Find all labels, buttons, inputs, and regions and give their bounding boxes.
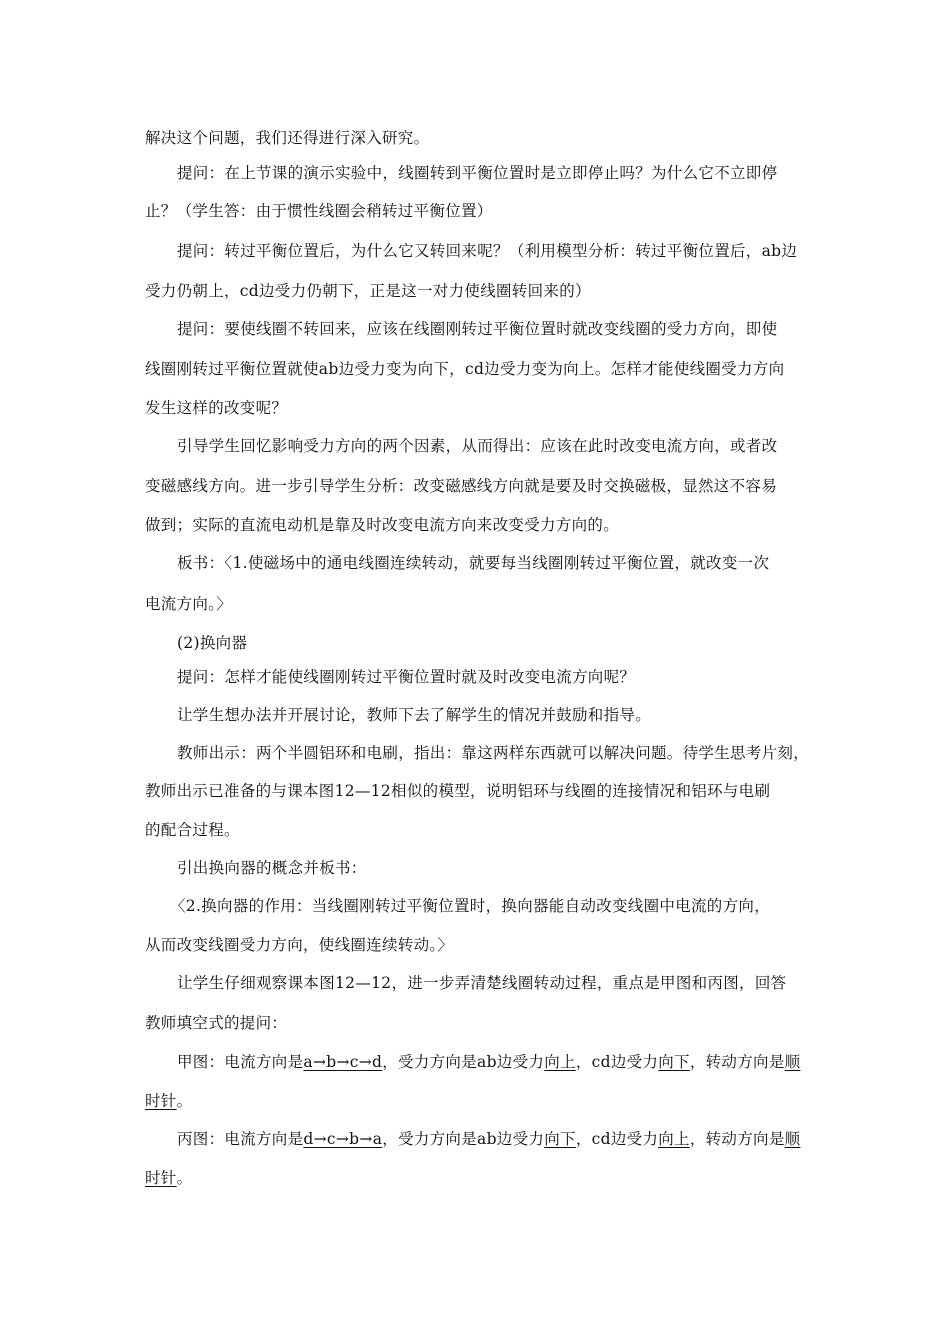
text-line: 发生这样的改变呢？: [145, 399, 288, 417]
text-line: 教师出示已准备的与课本图12—12相似的模型，说明铝环与线圈的连接情况和铝环与电刷: [145, 782, 771, 800]
bing-end: 。: [176, 1169, 193, 1187]
bing-ab-force: 向下: [544, 1130, 576, 1148]
text-line: 受力仍朝上，cd边受力仍朝下，正是这一对力使线圈转回来的）: [145, 282, 591, 300]
jia-end: 。: [176, 1092, 193, 1110]
jia-rotation-text: ，转动方向是: [689, 1053, 785, 1071]
jia-ab-force: 向上: [544, 1053, 576, 1071]
text-line: 从而改变线圈受力方向，使线圈连续转动。〉: [145, 936, 454, 954]
jia-prefix: 甲图：电流方向是: [177, 1053, 304, 1071]
bing-current-flow: d→c→b→a: [303, 1130, 383, 1148]
text-line: 提问：在上节课的演示实验中，线圈转到平衡位置时是立即停止吗？为什么它不立即停: [177, 164, 778, 182]
bing-prefix: 丙图：电流方向是: [177, 1130, 304, 1148]
text-line: 引出换向器的概念并板书：: [177, 859, 367, 877]
text-line: 提问：怎样才能使线圈刚转过平衡位置时就及时改变电流方向呢？: [177, 668, 636, 686]
jia-cd-force: 向下: [658, 1053, 690, 1071]
text-line: 提问：要使线圈不转回来，应该在线圈刚转过平衡位置时就改变线圈的受力方向，即使: [177, 320, 778, 338]
jia-cd-text: ，cd边受力: [575, 1053, 659, 1071]
text-line: 让学生想办法并开展讨论，教师下去了解学生的情况并鼓励和指导。: [177, 706, 652, 724]
text-line: 电流方向。〉: [145, 595, 233, 613]
bing-cd-force: 向上: [658, 1130, 690, 1148]
jia-rotation-a: 顺: [784, 1053, 801, 1071]
bing-force-text: ，受力方向是ab边受力: [382, 1130, 545, 1148]
text-line: 变磁感线方向。进一步引导学生分析：改变磁感线方向就是要及时交换磁极，显然这不容易: [145, 477, 778, 495]
section-heading: (2)换向器: [177, 634, 248, 652]
jia-rotation-b: 时针: [145, 1092, 177, 1110]
fill-in-line-jia-cont: [145, 1091, 192, 1111]
fill-in-line-bing-cont: [145, 1168, 192, 1188]
text-line: 让学生仔细观察课本图12—12，进一步弄清楚线圈转动过程，重点是甲图和丙图，回答: [177, 974, 787, 992]
text-line: 教师出示：两个半圆铝环和电刷，指出：靠这两样东西就可以解决问题。待学生思考片刻，: [177, 744, 810, 762]
text-line: 引导学生回忆影响受力方向的两个因素，从而得出：应该在此时改变电流方向，或者改: [177, 437, 778, 455]
text-line: 提问：转过平衡位置后，为什么它又转回来呢？（利用模型分析：转过平衡位置后，ab边: [177, 242, 798, 260]
bing-cd-text: ，cd边受力: [575, 1130, 659, 1148]
fill-in-line-bing: [177, 1129, 800, 1149]
text-line: 线圈刚转过平衡位置就使ab边受力变为向下，cd边受力变为向上。怎样才能使线圈受力方向: [145, 360, 785, 378]
text-line: 解决这个问题，我们还得进行深入研究。: [145, 129, 430, 147]
text-line: 止？（学生答：由于惯性线圈会稍转过平衡位置）: [145, 202, 493, 220]
text-line: 教师填空式的提问：: [145, 1014, 288, 1032]
text-line: 的配合过程。: [145, 821, 240, 839]
text-line: 〈2.换向器的作用：当线圈刚转过平衡位置时，换向器能自动改变线圈中电流的方向，: [170, 897, 770, 915]
text-line: 做到；实际的直流电动机是靠及时改变电流方向来改变受力方向的。: [145, 516, 620, 534]
bing-rotation-b: 时针: [145, 1169, 177, 1187]
text-line: 板书：〈1.使磁场中的通电线圈连续转动，就要每当线圈刚转过平衡位置，就改变一次: [177, 554, 770, 572]
jia-force-text: ，受力方向是ab边受力: [382, 1053, 545, 1071]
bing-rotation-a: 顺: [784, 1130, 801, 1148]
fill-in-line-jia: [177, 1052, 800, 1072]
jia-current-flow: a→b→c→d: [303, 1053, 383, 1071]
bing-rotation-text: ，转动方向是: [689, 1130, 785, 1148]
